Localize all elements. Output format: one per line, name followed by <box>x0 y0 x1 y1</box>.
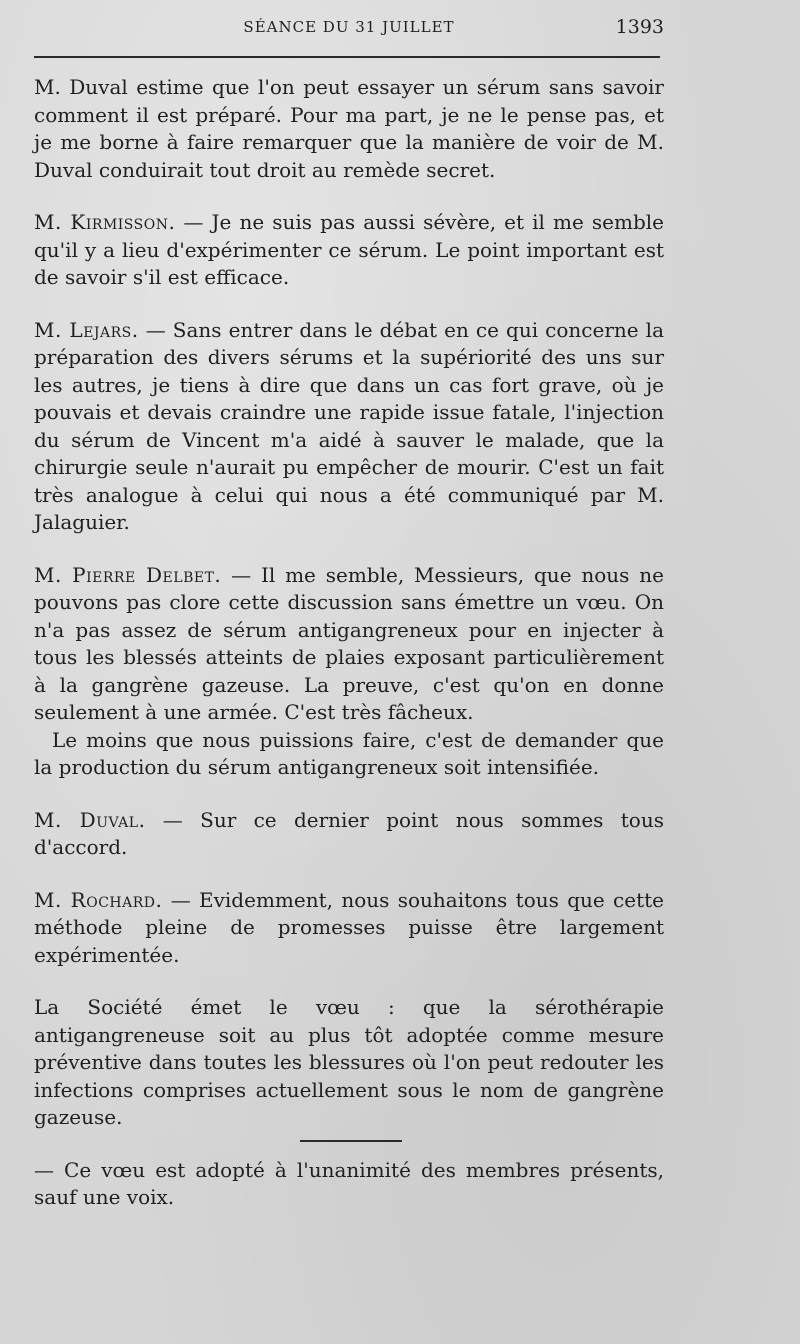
paragraph-text: La Société émet le vœu : que la sérothérapie antigangreneuse soit au plus tôt adoptée comme mesure préventive dans toutes les blessures où l'on peut redouter les infections comprises actuellement sous le nom de gangrène gazeuse. <box>34 995 664 1129</box>
paragraph-text: — Je ne suis pas aussi sévère, et il me semble qu'il y a lieu d'expérimenter ce sérum. Le point important est de savoir s'il est efficace. <box>34 210 664 289</box>
section-end-rule <box>300 1140 402 1142</box>
paragraph-delbet <box>34 562 664 727</box>
paragraph-societe-voeu <box>34 994 664 1132</box>
header-title: SÉANCE DU 31 JUILLET <box>243 18 455 36</box>
paragraph-kirmisson <box>34 209 664 292</box>
running-header <box>34 14 664 44</box>
speaker-name: M. Rochard. <box>34 887 163 912</box>
paragraph-text: — Sur ce dernier point nous sommes tous d'accord. <box>34 807 664 859</box>
speaker-name: M. Kirmisson. <box>34 210 176 234</box>
speaker-name: M. Duval. <box>34 807 146 832</box>
paragraph-delbet-continued <box>34 727 664 782</box>
speaker-name: M. Pierre Delbet. <box>34 562 222 587</box>
body-text <box>34 74 664 1212</box>
paragraph-text: Le moins que nous puissions faire, c'est de demander que la production du sérum antigangreneux soit intensifiée. <box>34 727 664 779</box>
page-number: 1393 <box>615 16 664 38</box>
paragraph-text: — Ce vœu est adopté à l'unanimité des membres présents, sauf une voix. <box>34 1157 664 1209</box>
paragraph-duval-opinion <box>34 74 664 184</box>
paragraph-rochard <box>34 887 664 970</box>
speaker-name: M. Lejars. <box>34 317 139 342</box>
paragraph-text: M. Duval estime que l'on peut essayer un sérum sans savoir comment il est préparé. Pour ma part, je ne le pense pas, et je me borne à faire remarquer que la manière de voir de M. Duval conduirait tout droit au remède secret. <box>34 75 664 182</box>
paragraph-duval-reply <box>34 807 664 862</box>
paragraph-text: — Evidemment, nous souhaitons tous que cette méthode pleine de promesses puisse être largement expérimentée. <box>34 887 664 967</box>
header-rule <box>34 56 660 58</box>
paragraph-vote-result <box>34 1157 664 1212</box>
paragraph-text: — Il me semble, Messieurs, que nous ne pouvons pas clore cette discussion sans émettre un vœu. On n'a pas assez de sérum antigangreneux pour en injecter à tous les blessés atteints de plaies exposant particulièrement à la gangrène gazeuse. La preuve, c'est qu'on en donne seulement à une armée. C'est très fâcheux. <box>34 562 664 724</box>
paragraph-text: — Sans entrer dans le débat en ce qui concerne la préparation des divers sérums et la supériorité des uns sur les autres, je tiens à dire que dans un cas fort grave, où je pouvais et devais craindre une rapide issue fatale, l'injection du sérum de Vincent m'a aidé à sauver le malade, que la chirurgie seule n'aurait pu empêcher de mourir. C'est un fait très analogue à celui qui nous a été communiqué par M. Jalaguier. <box>34 317 664 534</box>
paragraph-lejars <box>34 317 664 537</box>
